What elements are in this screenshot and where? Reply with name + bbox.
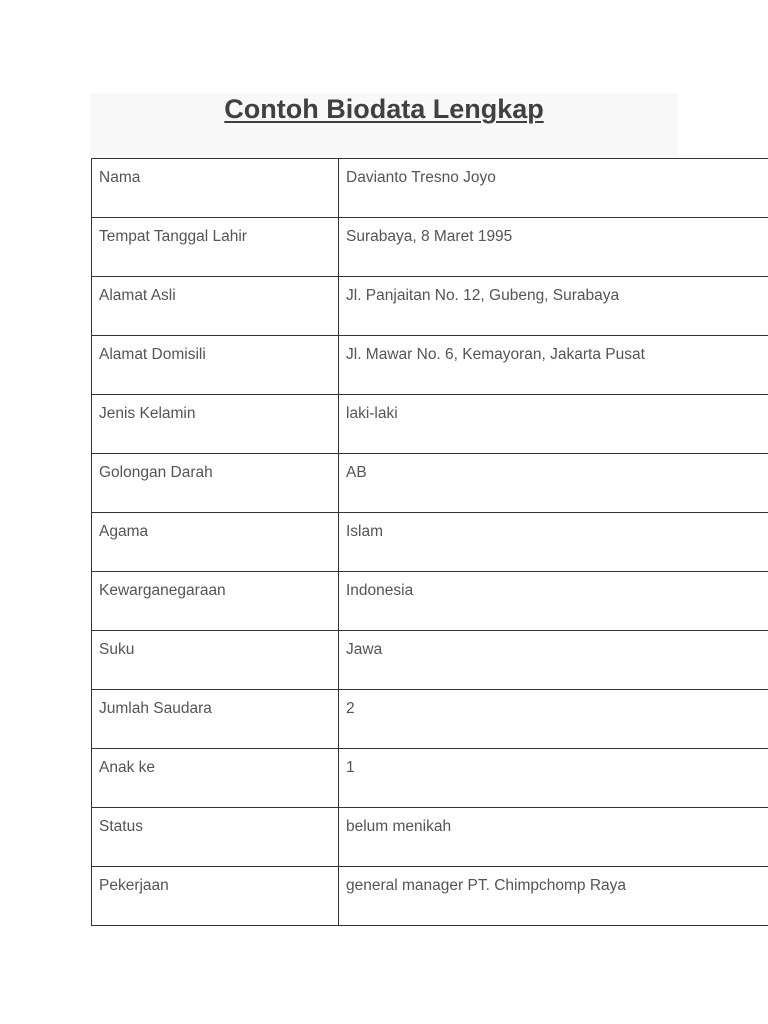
row-label: Jumlah Saudara	[91, 690, 338, 748]
row-value: 1	[338, 749, 768, 807]
row-value: Islam	[338, 513, 768, 571]
table-row-status	[91, 808, 768, 867]
table-row-jenis-kelamin	[91, 395, 768, 454]
row-value: Jawa	[338, 631, 768, 689]
table-row-jumlah-saudara	[91, 690, 768, 749]
table-row-nama	[91, 159, 768, 218]
row-value: general manager PT. Chimpchomp Raya	[338, 867, 768, 925]
row-value: Jl. Panjaitan No. 12, Gubeng, Surabaya	[338, 277, 768, 335]
row-label: Jenis Kelamin	[91, 395, 338, 453]
row-value: Surabaya, 8 Maret 1995	[338, 218, 768, 276]
table-row-tempat-tanggal-lahir	[91, 218, 768, 277]
table-row-kewarganegaraan	[91, 572, 768, 631]
table-row-pekerjaan	[91, 867, 768, 926]
row-label: Kewarganegaraan	[91, 572, 338, 630]
table-row-alamat-domisili	[91, 336, 768, 395]
table-row-agama	[91, 513, 768, 572]
row-value: Davianto Tresno Joyo	[338, 159, 768, 217]
row-value: laki-laki	[338, 395, 768, 453]
row-value: Indonesia	[338, 572, 768, 630]
row-value: AB	[338, 454, 768, 512]
row-label: Golongan Darah	[91, 454, 338, 512]
table-row-alamat-asli	[91, 277, 768, 336]
row-label: Status	[91, 808, 338, 866]
title-band	[90, 93, 678, 157]
table-row-suku	[91, 631, 768, 690]
row-label: Alamat Domisili	[91, 336, 338, 394]
row-label: Alamat Asli	[91, 277, 338, 335]
row-label: Nama	[91, 159, 338, 217]
row-value: Jl. Mawar No. 6, Kemayoran, Jakarta Pusat	[338, 336, 768, 394]
row-value: belum menikah	[338, 808, 768, 866]
biodata-table	[91, 158, 768, 926]
document-title: Contoh Biodata Lengkap	[224, 94, 544, 124]
row-label: Agama	[91, 513, 338, 571]
row-label: Pekerjaan	[91, 867, 338, 925]
row-label: Tempat Tanggal Lahir	[91, 218, 338, 276]
table-row-golongan-darah	[91, 454, 768, 513]
table-row-anak-ke	[91, 749, 768, 808]
row-value: 2	[338, 690, 768, 748]
row-label: Anak ke	[91, 749, 338, 807]
row-label: Suku	[91, 631, 338, 689]
